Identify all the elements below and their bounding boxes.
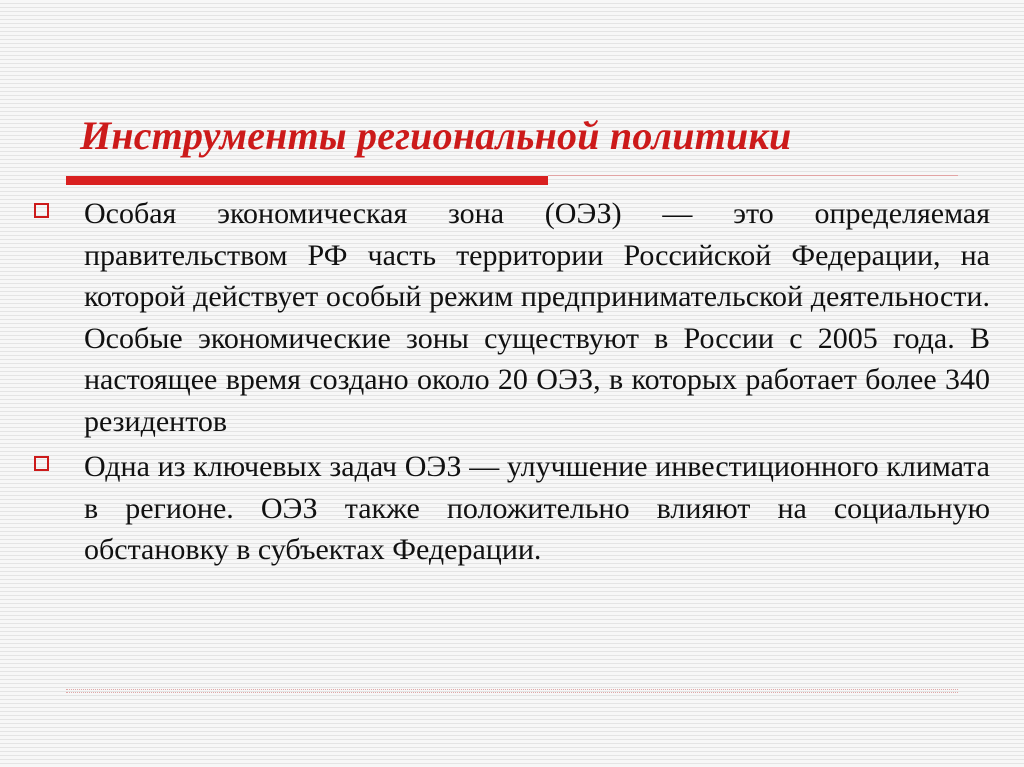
hollow-square-bullet-icon [34,456,49,471]
bullet-item [34,446,990,571]
hollow-square-bullet-icon [34,203,49,218]
bullet-list [34,193,990,575]
bullet-text: Особая экономическая зона (ОЭЗ) — это определяемая правительством РФ часть территории Российской Федерации, на которой действует особый режим предпринимательской деятельности. Особые экономические зоны существуют в России с 2005 года. В настоящее время создано около 20 ОЭЗ, в которых работает более 340 резидентов [84,197,990,438]
title-underline-thin-line [548,175,958,176]
title-underline-bar [66,176,548,185]
footer-divider-line [66,689,958,693]
bullet-item [34,193,990,442]
slide-title: Инструменты региональной политики [80,113,792,158]
bullet-text: Одна из ключевых задач ОЭЗ — улучшение инвестиционного климата в регионе. ОЭЗ также положительно влияют на социальную обстановку в субъектах Федерации. [84,450,990,566]
